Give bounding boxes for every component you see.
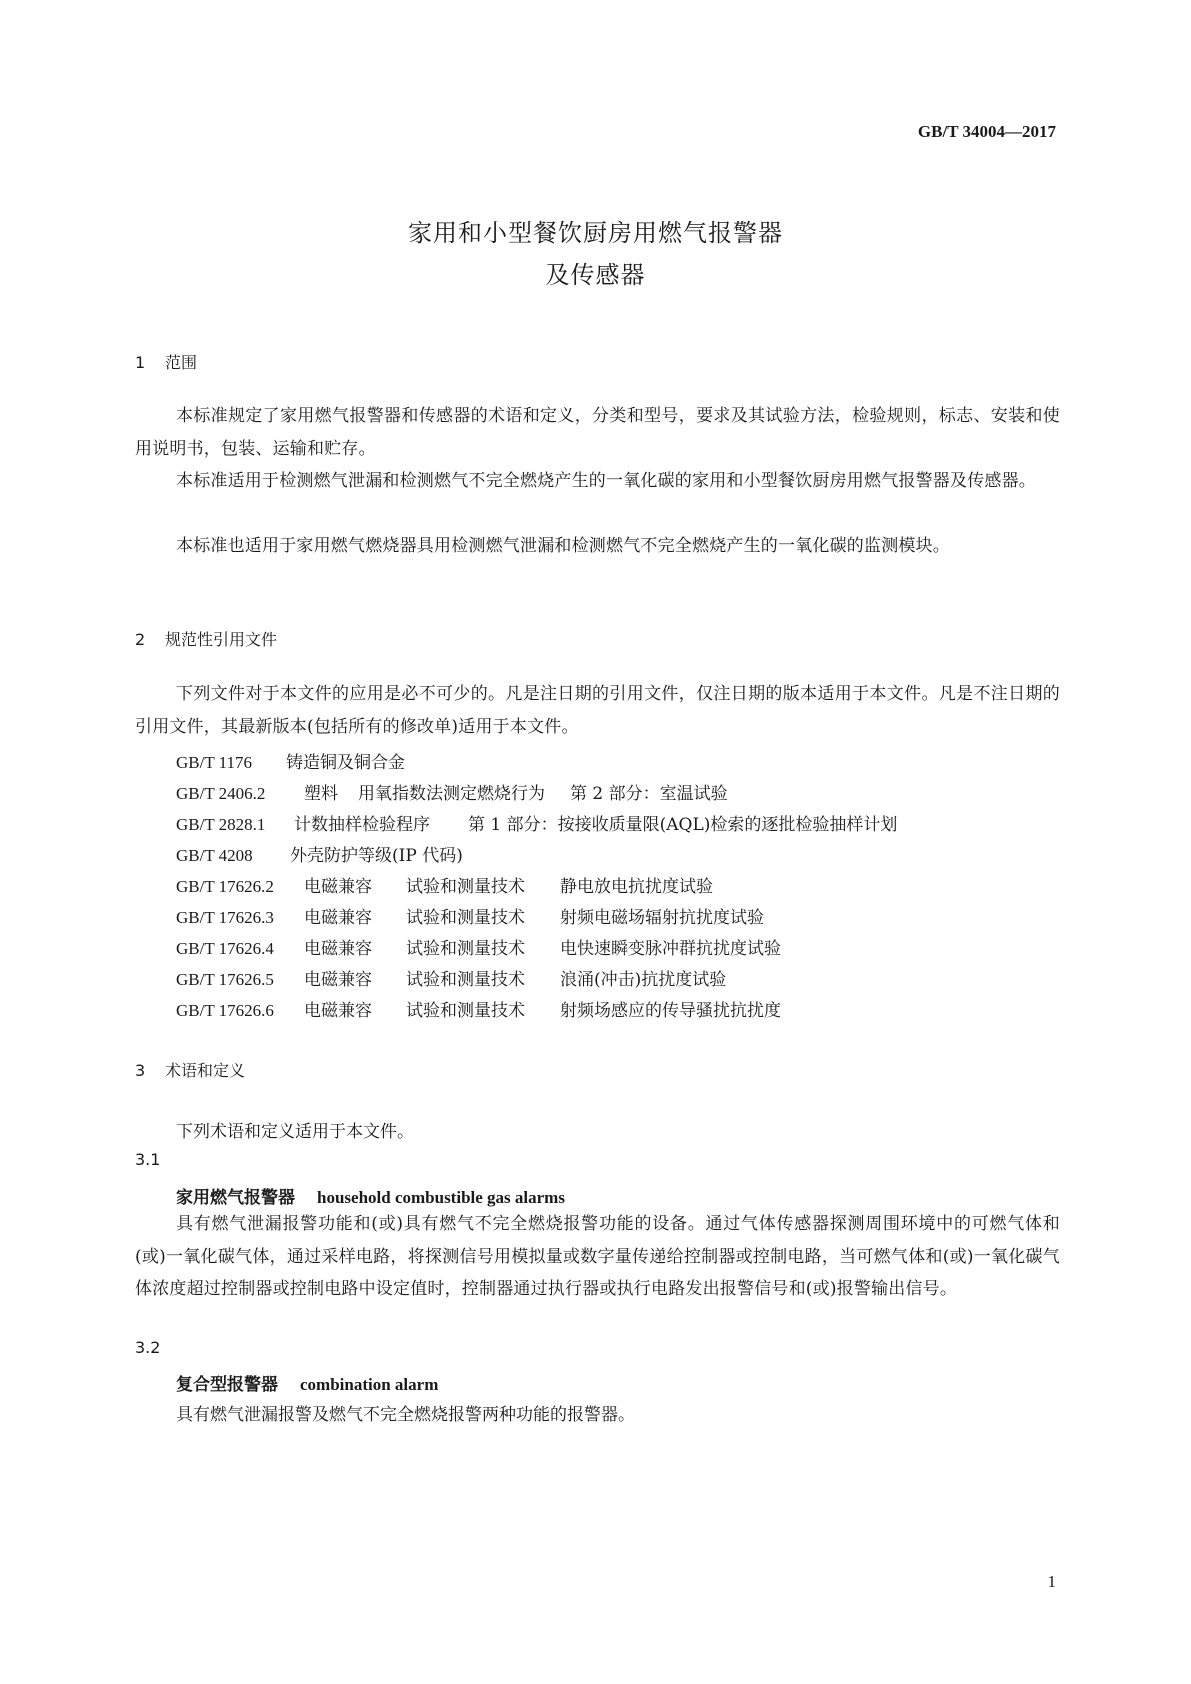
reference-title: 铸造铜及铜合金 <box>286 753 405 773</box>
section-3-heading <box>135 1058 245 1081</box>
reference-title: 电磁兼容 <box>304 908 372 928</box>
reference-item <box>176 934 781 959</box>
term-zh: 家用燃气报警器 <box>176 1188 295 1208</box>
reference-title: 第 2 部分：室温试验 <box>570 784 728 804</box>
reference-code: GB/T 17626.3 <box>176 908 274 927</box>
clause-number: 3.1 <box>135 1150 161 1169</box>
reference-code: GB/T 17626.5 <box>176 970 274 989</box>
reference-title: 电磁兼容 <box>304 970 372 990</box>
reference-title: 电磁兼容 <box>304 939 372 959</box>
reference-code: GB/T 17626.6 <box>176 1001 274 1020</box>
reference-title: 用氧指数法测定燃烧行为 <box>358 784 545 804</box>
paragraph: 本标准适用于检测燃气泄漏和检测燃气不完全燃烧产生的一氧化碳的家用和小型餐饮厨房用燃气报警器及传感器。 <box>176 471 1036 491</box>
reference-item <box>176 996 781 1021</box>
section-2-heading <box>135 627 277 650</box>
reference-title: 电磁兼容 <box>304 1001 372 1021</box>
reference-item <box>176 903 764 928</box>
reference-title: 电快速瞬变脉冲群抗扰度试验 <box>560 939 781 959</box>
reference-title: 射频场感应的传导骚扰抗扰度 <box>560 1001 781 1021</box>
reference-title: 试验和测量技术 <box>406 908 525 928</box>
reference-title: 试验和测量技术 <box>406 1001 525 1021</box>
paragraph: 下列术语和定义适用于本文件。 <box>176 1122 414 1142</box>
page-number: 1 <box>1047 1572 1056 1591</box>
reference-title: 试验和测量技术 <box>406 877 525 897</box>
section-number: 3 <box>135 1061 146 1080</box>
term-en: combination alarm <box>300 1375 439 1394</box>
document-title-line1: 家用和小型餐饮厨房用燃气报警器 <box>408 219 783 247</box>
reference-item <box>176 748 405 773</box>
reference-title: 浪涌(冲击)抗扰度试验 <box>560 970 727 990</box>
reference-title: 试验和测量技术 <box>406 970 525 990</box>
section-title: 范围 <box>165 353 198 372</box>
document-title-line2: 及传感器 <box>545 261 646 289</box>
reference-title: 塑料 <box>304 784 338 804</box>
reference-code: GB/T 17626.2 <box>176 877 274 896</box>
paragraph: 下列文件对于本文件的应用是必不可少的。凡是注日期的引用文件，仅注日期的版本适用于本文件。凡是不注日期的引用文件，其最新版本(包括所有的修改单)适用于本文件。 <box>135 684 1060 737</box>
reference-title: 电磁兼容 <box>304 877 372 897</box>
standard-code: GB/T 34004—2017 <box>917 122 1056 141</box>
reference-item <box>176 965 726 990</box>
section-title: 规范性引用文件 <box>165 630 278 649</box>
paragraph: 本标准也适用于家用燃气燃烧器具用检测燃气泄漏和检测燃气不完全燃烧产生的一氧化碳的监测模块。 <box>176 536 950 556</box>
section-number: 1 <box>135 353 146 372</box>
term-zh: 复合型报警器 <box>176 1375 278 1395</box>
section-title: 术语和定义 <box>165 1061 246 1080</box>
reference-item <box>176 810 897 835</box>
term-definition: 具有燃气泄漏报警功能和(或)具有燃气不完全燃烧报警功能的设备。通过气体传感器探测周围环境中的可燃气体和(或)一氧化碳气体，通过采样电路，将探测信号用模拟量或数字量传递给控制器或控制电路，当可燃气体和(或)一氧化碳气体浓度超过控制器或控制电路中设定值时，控制器通过执行器或执行电路发出报警信号和(或)报警输出信号。 <box>135 1214 1060 1299</box>
reference-code: GB/T 2406.2 <box>176 784 266 803</box>
paragraph: 本标准规定了家用燃气报警器和传感器的术语和定义，分类和型号，要求及其试验方法，检验规则，标志、安装和使用说明书，包装、运输和贮存。 <box>135 406 1060 459</box>
reference-title: 第 1 部分：按接收质量限(AQL)检索的逐批检验抽样计划 <box>468 815 898 835</box>
reference-item <box>176 841 463 866</box>
section-number: 2 <box>135 630 146 649</box>
reference-title: 射频电磁场辐射抗扰度试验 <box>560 908 764 928</box>
term-heading <box>176 1183 565 1208</box>
reference-code: GB/T 17626.4 <box>176 939 274 958</box>
clause-number: 3.2 <box>135 1338 161 1357</box>
term-en: household combustible gas alarms <box>317 1188 565 1207</box>
term-heading <box>176 1370 438 1395</box>
reference-title: 试验和测量技术 <box>406 939 525 959</box>
reference-title: 外壳防护等级(IP 代码) <box>290 846 463 866</box>
reference-item <box>176 872 713 897</box>
reference-code: GB/T 4208 <box>176 846 253 865</box>
reference-title: 静电放电抗扰度试验 <box>560 877 713 897</box>
reference-item <box>176 779 728 804</box>
reference-code: GB/T 2828.1 <box>176 815 266 834</box>
term-definition: 具有燃气泄漏报警及燃气不完全燃烧报警两种功能的报警器。 <box>176 1405 635 1425</box>
section-1-heading <box>135 350 197 373</box>
reference-code: GB/T 1176 <box>176 753 253 772</box>
reference-title: 计数抽样检验程序 <box>294 815 430 835</box>
